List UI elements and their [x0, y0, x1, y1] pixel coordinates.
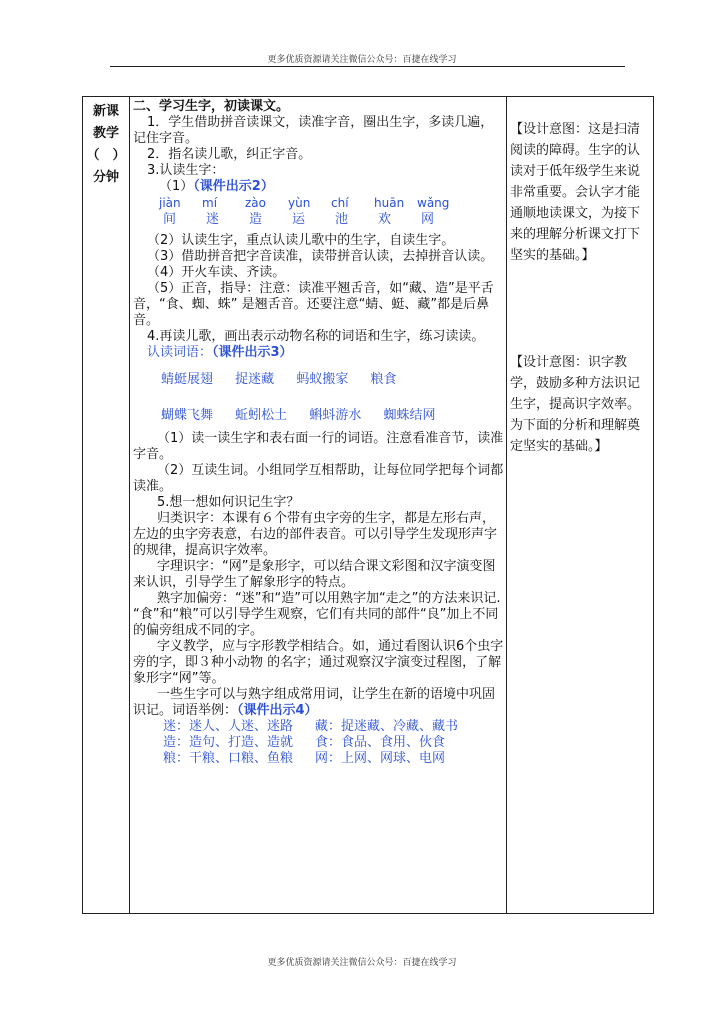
section-title: 二、学习生字，初读课文。 — [133, 99, 290, 114]
hanzi-row — [133, 211, 504, 229]
pinyin: huān — [374, 196, 405, 210]
pinyin: mí — [202, 196, 218, 210]
method-words-text: 一些生字可以与熟字组成常用词，让学生在新的语境中巩固识记。词语举例： — [133, 687, 496, 718]
example-word-group: 造：造句、打造、造就 — [163, 735, 294, 750]
example-word-group: 迷：迷人、人迷、迷路 — [163, 719, 294, 734]
pinyin: wǎng — [417, 196, 450, 210]
method-words — [133, 687, 504, 719]
vocab-word: 蚂蚁搬家 — [296, 372, 349, 387]
substep-1-prefix: （1） — [159, 179, 194, 194]
slide-ref-3: （课件出示3） — [212, 345, 293, 360]
design-intent-cell — [507, 97, 654, 914]
vocab-word: 蝌蚪游水 — [309, 408, 362, 423]
step-3: 3.认读生字： — [147, 163, 225, 178]
vocab-word: 蝴蝶飞舞 — [161, 408, 214, 423]
substep-1 — [133, 179, 504, 195]
example-row — [133, 735, 504, 751]
vocab-word: 蜘蛛结网 — [383, 408, 436, 423]
lesson-plan-table — [82, 96, 654, 914]
hanzi: 网 — [421, 212, 435, 227]
pinyin: jiàn — [159, 196, 181, 210]
slide-ref-2: （课件出示2） — [193, 179, 274, 194]
time-label-cell — [83, 97, 130, 914]
label-line: 教学 — [92, 126, 119, 141]
header-divider — [110, 66, 625, 67]
design-note-2: 【设计意图：识字教学，鼓励多种方法识记生字，提高识字效率。为下面的分析和理解奠定坚实的基础。】 — [510, 355, 641, 454]
vocab-heading — [133, 345, 504, 361]
label-line: （ ） — [86, 148, 126, 163]
pinyin: chí — [331, 196, 349, 210]
step-5: 5.想一想如何识记生字？ — [157, 495, 300, 510]
example-row — [133, 751, 504, 767]
method-classify: 归类识字：本课有６个带有虫字旁的生字，都是左形右声，左边的虫字旁表意，右边的部件表音。可以引导学生发现形声字的规律，提高识字效率。 — [133, 511, 498, 558]
word-row-1 — [133, 371, 504, 389]
page-header-text: 更多优质资源请关注微信公众号：百捷在线学习 — [267, 55, 457, 65]
hanzi: 造 — [249, 212, 263, 227]
pinyin-row — [133, 195, 504, 211]
label-line: 新课 — [92, 104, 119, 119]
vocab-word: 蚯蚓松土 — [235, 408, 288, 423]
hanzi: 运 — [292, 212, 306, 227]
page-footer-text: 更多优质资源请关注微信公众号：百捷在线学习 — [267, 958, 457, 968]
step-1: 1．学生借助拼音读课文，读准字音，圈出生字，多读几遍，记住字音。 — [133, 115, 494, 146]
vocab-word: 捉迷藏 — [235, 372, 275, 387]
label-line: 分钟 — [92, 170, 119, 185]
hanzi: 欢 — [378, 212, 392, 227]
content-cell — [130, 97, 507, 914]
method-radical: 熟字加偏旁：“迷”和“造”可以用熟字加“走之”的方法来识记. “食”和“粮”可以引导学生观察，它们有共同的部件“良”加上不同的偏旁组成不同的字。 — [133, 591, 501, 638]
method-pictograph: 字理识字：“网”是象形字，可以结合课文彩图和汉字演变图来认识，引导学生了解象形字的特点。 — [133, 559, 496, 590]
pinyin: yùn — [288, 196, 311, 210]
question-2: （2）互读生词。小组同学互相帮助，让每位同学把每个词都读准。 — [133, 463, 504, 494]
substep-4: （4）开火车读、齐读。 — [147, 265, 286, 280]
vocab-word: 粮食 — [370, 372, 397, 387]
method-meaning: 字义教学，应与字形教学相结合。如，通过看图认识6个虫字旁的字，即３种小动物 的名字；通过观察汉字演变过程图，了解象形字“网”等。 — [133, 639, 504, 686]
hanzi: 间 — [163, 212, 177, 227]
step-2: 2．指名读儿歌，纠正字音。 — [147, 147, 312, 162]
vocab-word: 蜻蜓展翅 — [161, 372, 214, 387]
pinyin: zào — [245, 196, 266, 210]
question-1: （1）读一读生字和表右面一行的词语。注意看准音节，读准字音。 — [133, 431, 504, 462]
hanzi: 池 — [335, 212, 349, 227]
substep-3: （3）借助拼音把字音读准，读带拼音认读，去掉拼音认读。 — [147, 249, 494, 264]
word-row-2 — [133, 407, 504, 425]
vocab-label: 认读词语： — [147, 345, 213, 360]
step-4: 4.再读儿歌，画出表示动物名称的词语和生字，练习读读。 — [147, 329, 485, 344]
design-note-1: 【设计意图：这是扫清阅读的障碍。生字的认读对于低年级学生来说非常重要。会认字才能通顺地读课文，为接下来的理解分析课文打下坚实的基础。】 — [510, 122, 641, 263]
example-row — [133, 719, 504, 735]
substep-5: （5）正音，指导：注意：读准平翘舌音，如“藏、造”是平舌音，“食、蜘、蛛” 是翘舌音。还要注意“蜻、蜓、藏”都是后鼻音。 — [133, 281, 494, 328]
substep-2: （2）认读生字，重点认读儿歌中的生字，自读生字。 — [147, 233, 455, 248]
hanzi: 迷 — [206, 212, 220, 227]
slide-ref-4: （课件出示4） — [237, 703, 318, 718]
example-word-group: 藏：捉迷藏、冷藏、藏书 — [315, 719, 459, 734]
example-word-group: 粮：干粮、口粮、鱼粮 — [163, 751, 294, 766]
example-word-group: 食：食品、食用、伙食 — [315, 735, 446, 750]
example-word-group: 网：上网、网球、电网 — [315, 751, 446, 766]
table-row — [83, 97, 654, 914]
